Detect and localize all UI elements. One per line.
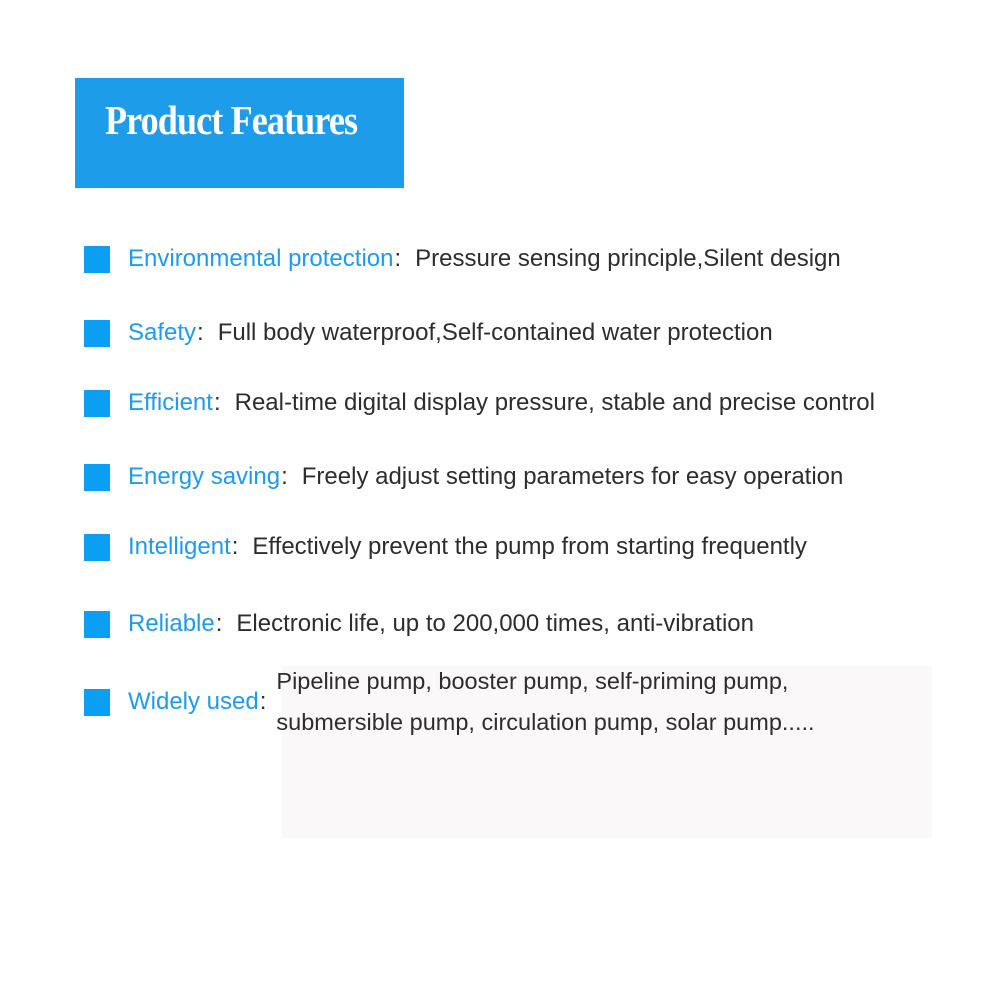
feature-label: Safety xyxy=(128,319,197,346)
feature-row-environmental-protection xyxy=(84,239,841,279)
feature-label: Efficient xyxy=(128,389,213,416)
feature-label: Intelligent xyxy=(128,533,231,560)
feature-description xyxy=(276,661,814,743)
feature-row-intelligent xyxy=(84,527,807,567)
feature-row-widely-used xyxy=(84,661,815,743)
feature-colon: : xyxy=(281,463,288,490)
feature-label: Reliable xyxy=(128,610,215,637)
bullet-square-icon xyxy=(84,464,110,491)
feature-description: Full body waterproof,Self-contained water protection xyxy=(217,319,773,346)
feature-description: Real-time digital display pressure, stable and precise control xyxy=(234,389,875,416)
feature-colon: : xyxy=(259,688,267,715)
bullet-square-icon xyxy=(84,611,110,638)
feature-description: Electronic life, up to 200,000 times, anti-vibration xyxy=(236,610,754,637)
feature-label: Energy saving xyxy=(128,463,281,490)
bullet-square-icon xyxy=(84,390,110,417)
feature-colon: : xyxy=(231,533,239,560)
feature-colon: : xyxy=(197,319,204,346)
bullet-square-icon xyxy=(84,534,110,561)
bullet-square-icon xyxy=(84,246,110,273)
feature-label: Environmental protection xyxy=(128,245,394,272)
feature-row-efficient xyxy=(84,383,875,423)
feature-colon: : xyxy=(215,610,223,637)
feature-description-line-1: Pipeline pump, booster pump, self-priming pump, xyxy=(276,668,789,694)
page-title: Product Features xyxy=(105,97,358,143)
bullet-square-icon xyxy=(84,689,110,716)
feature-label: Widely used xyxy=(128,688,259,715)
feature-row-reliable xyxy=(84,604,754,644)
header-banner xyxy=(75,78,404,188)
feature-description: Freely adjust setting parameters for easy operation xyxy=(301,463,844,490)
feature-colon: : xyxy=(213,389,221,416)
feature-description: Effectively prevent the pump from starting frequently xyxy=(252,533,807,560)
bullet-square-icon xyxy=(84,320,110,347)
feature-row-safety xyxy=(84,313,773,353)
feature-description-line-2: submersible pump, circulation pump, solar pump..... xyxy=(276,709,815,735)
feature-colon: : xyxy=(394,245,402,272)
feature-description: Pressure sensing principle,Silent design xyxy=(415,245,841,272)
feature-row-energy-saving xyxy=(84,457,843,497)
